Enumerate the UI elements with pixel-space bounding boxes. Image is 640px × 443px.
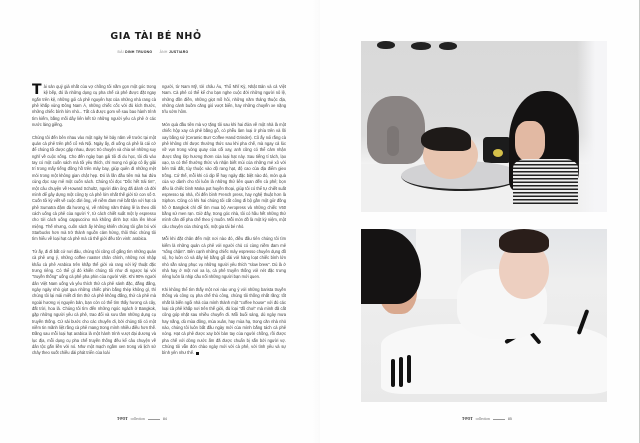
author-name: DINH TRUONG bbox=[125, 50, 153, 54]
photo-fade bbox=[577, 41, 607, 212]
plush-elephant bbox=[367, 96, 425, 164]
cloud-decoration-icon bbox=[377, 41, 395, 49]
paragraph: Tài sản quý giá nhất của vợ chồng tôi nằm gọn một góc trong kệ bếp, đó là những dụng cụ pha chế cà phê được đặt ngay ngắn trên kệ, những gói cà phê nguyên hạt của những nhà rang cà phê khắp vùng Đông Nam Á, những chiếc cốc với đủ kích thước, những chiếc bình lớn nhỏ... Tất cả được gom về sau bao hành trình tìm kiếm, bằng mối dây liên kết từ những người yêu cà phê ở các nước láng giềng. bbox=[32, 82, 156, 128]
blanket-stripe bbox=[399, 357, 403, 387]
plush-bee bbox=[483, 137, 511, 163]
father-hair bbox=[361, 229, 421, 304]
striped-shirt bbox=[513, 159, 578, 204]
footer-collection: collection bbox=[130, 417, 145, 421]
text-column-2 bbox=[162, 84, 286, 363]
cloud-decoration-icon bbox=[439, 42, 457, 50]
footer-rule bbox=[148, 419, 160, 420]
photographer-name: JUSTIARO bbox=[168, 50, 189, 54]
page-number: 84 bbox=[162, 417, 167, 421]
paragraph: Mỗi khi đặt chân đến một nơi nào đó, điều đầu tiên chúng tôi tìm kiếm là những quán cà phê với người chủ có cùng niềm đam mê "sống chậm". Bên cạnh những chiếc máy espresso chuyên dụng đồ sộ, họ luôn có và dây kệ bằng gỗ dài với hàng loạt chiếc bình lớn nhỏ sẵn sàng phục vụ những người yêu thích "slow brew". Dù là ở nhà hay ở một nơi xa lạ, cà phê truyền thống với nét đặc trưng riêng luôn là nhịp cầu nối những người bạn mới quen. bbox=[162, 236, 286, 280]
cloud-decoration-icon bbox=[411, 42, 431, 50]
page-footer-left bbox=[117, 417, 167, 421]
photo-father-baby bbox=[361, 229, 607, 402]
father-shirt bbox=[416, 229, 461, 299]
photo-mother-baby bbox=[361, 41, 607, 212]
baby-hair bbox=[421, 127, 471, 151]
article-title: GIA TÀI BÉ NHỎ bbox=[110, 31, 202, 42]
footer-brand: T-POT bbox=[117, 417, 128, 421]
footer-collection: collection bbox=[475, 417, 490, 421]
end-mark-icon bbox=[196, 352, 199, 355]
photographer-label: ẢNH bbox=[159, 50, 168, 54]
paragraph: Chúng tôi đến bên nhau vào một ngày hè bảy năm về trước tại một quán cà phê trên phố cổ Hà Nội. Ngày ấy, đi uống cà phê là cái cớ để chúng tôi được gặp nhau, được trò chuyện và chia sẻ những suy nghĩ về cuộc sống. Cho đến ngày bạn gái tôi đi du học, tôi đủ vào tay có một cuốn sách mà tôi yêu thích, chỉ mong nó giúp cô ấy giải trí trong mấy tiếng đồng hồ trên máy bay, giúp quên đi những mệt mỏi trong một không gian chật hẹp. Đó là lần đầu tiên mà hai đứa cùng đọc say mê một cuốn sách. Chúng tôi đọc "Dốc hết trái tim", một câu chuyện về Howard Schultz, người đàn ông đã dành cả đời mình để gây dựng một công ty cà phê lớn nhất thế giới từ con số 0. Cuốn tôi kỳ viết về cuộc đời ông, về niềm đam mê bất tận với hạt cà phê Sumatra đậm đà hương vị, về những năm tháng lê la theo dõi cách uống cà phê của người Ý, từ cách chiết suất một ly espresso cho tới cách uống cappuccino mà không dính bọt sữa lên khoé miệng. Thế nhưng, cuốn sách ấy không khiến chúng tôi gần bó với Starbucks hơn mà trở thành nguồn cảm hứng, thôi thúc chúng tôi tìm hiểu về loại hạt cà phê mà cả thế giới đều tôn vinh: arabica. bbox=[32, 134, 156, 242]
mother-face bbox=[515, 121, 545, 161]
footer-brand: T-POT bbox=[462, 417, 473, 421]
page-number: 85 bbox=[507, 417, 512, 421]
paragraph: Món quà đầu tiên mà vợ tặng tôi sau khi hai đứa về một nhà là một chiếc hộp xay cà phê bằng gỗ, có phễu làm loại ở phía trên và lõi xay bằng sứ (Ceramic Burr Coffee Hand Grinder). Cô ấy nói rằng cà phê không chỉ được thưởng thức sau khi pha chế, mà ngay cả lúc vỡ vụn trong vòng quay của cối xay, anh cũng có thể cảm nhận được tầng lớp hương thơm của loại hạt này. Sau tiếng tí tách, lạo xạo, ta có thể thưởng thức và nhận biết mùi của những mẻ xô với bên trái đất, tùy thuộc vào độ rang hạt, độ cao của địa điểm gieo trồng. Cứ thế, mỗi khi có dịp lễ hay ngày đặc biệt nào đó, món quà của vợ dành cho tôi luôn là những thứ liên quan đến cà phê; bọn đều là chiếc bình Moka pot huyền thoại, giúp tôi có thể tự chiết suất espresso tại nhà, rồi đến bình French press, hay nghệ thuật hơn là Siphon. Cũng có khi hai chúng tôi cất công đi bộ gần một giờ đồng hồ ở Bangkok chỉ để tìm mua bộ Aeropress và những chiếc V60 bằng sứ men rạn. Giờ đây, trong góc nhà, tôi có hầu hết những thứ mình cần để pha chế theo ý muốn. Mỗi món đồ là một kỷ niệm, một câu chuyện của chúng tôi, một gia tài bé nhỏ. bbox=[162, 122, 286, 229]
paragraph: Khi không thể tìm thấy một nơi nào ưng ý với những barista truyền thống và công cụ pha chế thủ công, chúng tôi thống nhất rằng: tốt nhất là biến ngôi nhà của mình thành một "coffee house" với đủ các loại cà phê khắp nơi trên thế giới, đủ loại "đồ chơi" mà mình đã cất công góp nhặt sau nhiều chuyến đi. Mỗi buổi sáng, dù ngày mưa hay nắng, dù mùa đông, mùa xuân, hay mùa hạ, trong căn nhà nhỏ nào, chúng tôi luôn bắt đầu ngày mới của mình bằng tách cà phê nóng. Hạt cà phê được xay bởi bàn tay của người chồng, rồi được pha chế với dòng nước ấm đã được chuẩn bị sẵn bởi người vợ. Chúng tôi vẫn đón chào ngày mới với cà phê, với tình yêu và sự bình yên như thế. bbox=[162, 287, 286, 356]
drop-cap: T bbox=[32, 82, 42, 98]
right-page bbox=[320, 0, 640, 443]
footer-rule bbox=[493, 419, 505, 420]
text-column-1 bbox=[32, 84, 156, 363]
author-label: BÀI bbox=[117, 50, 124, 54]
blanket-stripe bbox=[391, 359, 395, 387]
page-footer-right bbox=[462, 417, 512, 421]
paragraph: Từ ấy, đi đi bất cứ nơi đâu, chúng tôi cũng cố gắng tìm những quán cà phê ưng ý, những coffee roaster chân chính, những nơi nhập khẩu cà phê Arabica trên khắp thế giới và rang với kỹ thuật đặc trưng riêng. Có thể gì đó khiến chúng tôi như đi ngược lại với "truyền thống" uống cà phê pha phin của người Việt. Khi 90% người dân Việt Nam uống và yêu thích thứ cà phê sánh đặc, đắng đắng, ngày ngày nhỏ giọt qua những chiếc phin bằng thép không gỉ, thì chúng tôi lại mải miết đi tìm thứ cà phê không đắng, thứ cà phê mà ngoài hương vị nguyên bản, bạn còn có thể tìm thấy hương cà cây, đất trời, hoa lá. Chúng tôi tìm đến những ngóc ngách ở Bangkok, gặp những người yêu cà phê, trao đổi và sưu tầm những dụng cụ truyền thống. Cứ sải bước cho các chuyến đi, bởi chúng tôi có một niềm tin mãnh liệt rằng cà phê mang trong mình nhiều điều hơn thế. Đằng sau mỗi loại hạt arabica là một hành trình vượt đại dương và lục địa, mỗi dụng cụ pha chế truyền thống đều kể câu chuyện về dân tộc gắn liền với nó. Như một mạch ngầm xen trong vả lịch sử chảy theo suốt chiều dài phát triển của loài bbox=[32, 248, 156, 356]
blanket-stripe bbox=[407, 355, 411, 383]
paragraph: người, từ Nam Mỹ, tới châu Âu, Thổ Nhĩ Kỳ, Nhật Bản và cả Việt Nam. Cà phê có thể kể cho bạn nghe cuộc đời những người nô lệ, những đồn điền, những giọt mồ hôi, những năm tháng thuộc địa, những cánh buồm căng gió vượt biển, hay những chuyến xe nặng trĩu sớm hôm. bbox=[162, 84, 286, 115]
baby-hair bbox=[499, 229, 549, 253]
byline bbox=[0, 50, 312, 54]
